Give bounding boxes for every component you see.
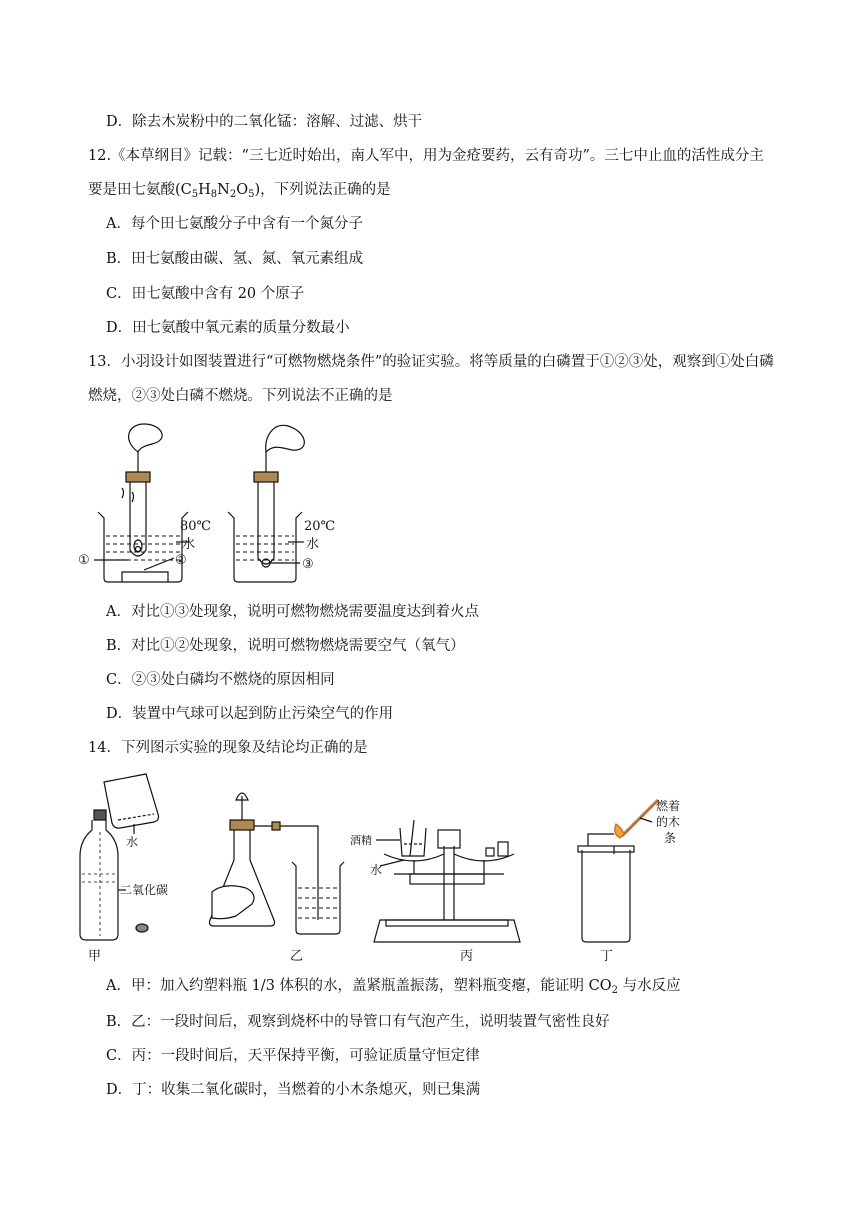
q14-option-b: B．乙：一段时间后，观察到烧杯中的导管口有气泡产生，说明装置气密性良好 xyxy=(106,1014,610,1030)
q14-stem: 14．下列图示实验的现象及结论均正确的是 xyxy=(88,740,368,756)
q12-stem-line2: 要是田七氨酸$(C_5H_8N_2O_5)$，下列说法正确的是 xyxy=(88,182,391,200)
q14-label-ding: 丁 xyxy=(600,949,614,964)
q13-mark1: ① xyxy=(78,553,90,568)
q14-option-d: D．丁：收集二氧化碳时，当燃着的小木条熄灭，则已集满 xyxy=(106,1082,481,1098)
q13-stem-line2: 燃烧，②③处白磷不燃烧。下列说法不正确的是 xyxy=(88,388,393,404)
q12-option-b: B．田七氨酸由碳、氢、氮、氧元素组成 xyxy=(106,251,364,267)
q13-option-b: B．对比①②处现象，说明可燃物燃烧需要空气（氧气） xyxy=(106,638,465,654)
q13-water1: 水 xyxy=(182,537,196,552)
q13-option-d: D．装置中气球可以起到防止污染空气的作用 xyxy=(106,706,394,722)
q13-mark3: ③ xyxy=(302,557,314,572)
q14-burning-line2: 的木 xyxy=(656,815,681,829)
q11-option-d: D．除去木炭粉中的二氧化锰：溶解、过滤、烘干 xyxy=(106,114,423,130)
q13-temp2: 20℃ xyxy=(304,519,336,534)
q14-water-label: 水 xyxy=(126,835,139,849)
q13-option-c: C．②③处白磷均不燃烧的原因相同 xyxy=(106,672,335,688)
q13-water2: 水 xyxy=(306,537,320,552)
q14-label-yi: 乙 xyxy=(290,949,304,964)
q14-burning-line1: 燃着 xyxy=(656,799,681,813)
q13-mark2: ② xyxy=(175,553,187,568)
q14-water-bing: 水 xyxy=(370,863,383,877)
q12-stem-line1: 12.《本草纲目》记载：“三七近时始出，南人军中，用为金疮要药，云有奇功”。三七中止血的活性成分主 xyxy=(88,148,764,164)
q12-option-c: C．田七氨酸中含有 20 个原子 xyxy=(106,286,305,302)
q14-co2-label: 二氧化碳 xyxy=(120,883,169,897)
q13-figure xyxy=(78,418,358,590)
q14-option-c: C．丙：一段时间后，天平保持平衡，可验证质量守恒定律 xyxy=(106,1048,480,1064)
q14-label-bing: 丙 xyxy=(460,949,474,964)
q13-temp1: 80℃ xyxy=(180,519,212,534)
q13-stem-line1: 13．小羽设计如图装置进行“可燃物燃烧条件”的验证实验。将等质量的白磷置于①②③处，观察到①处白磷 xyxy=(88,354,774,370)
q13-option-a: A．对比①③处现象，说明可燃物燃烧需要温度达到着火点 xyxy=(106,604,479,620)
q14-alcohol-label: 酒精 xyxy=(350,834,372,847)
q14-burning-line3: 条 xyxy=(664,831,677,845)
q12-option-d: D．田七氨酸中氧元素的质量分数最小 xyxy=(106,320,350,336)
q12-option-a: A．每个田七氨酸分子中含有一个氮分子 xyxy=(106,216,363,232)
q14-option-a: A．甲：加入约塑料瓶 1/3 体积的水，盖紧瓶盖振荡，塑料瓶变瘪，能证明 $CO_2$ 与水反应 xyxy=(106,978,681,996)
q14-figure xyxy=(74,770,694,964)
q14-label-jia: 甲 xyxy=(88,949,102,964)
